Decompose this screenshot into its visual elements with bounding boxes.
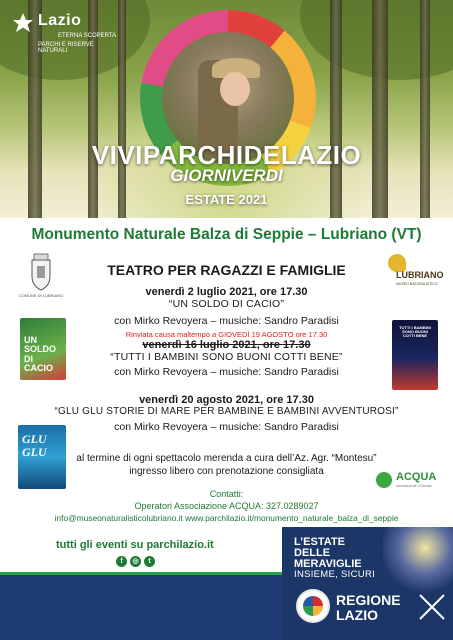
- event-date: venerdì 20 agosto 2021, ore 17.30: [139, 394, 314, 406]
- event-1: [0, 286, 453, 327]
- event-date-cancelled: venerdì 16 luglio 2021, ore 17.30: [142, 339, 311, 351]
- lazio-tagline: ETERNA SCOPERTA: [58, 33, 117, 39]
- facebook-icon[interactable]: f: [116, 556, 127, 567]
- event-date: venerdì 2 luglio 2021, ore 17.30: [145, 286, 308, 298]
- event-2: [0, 330, 453, 378]
- region-lazio-panel: [282, 527, 453, 640]
- contacts-operators: Operatori Associazione ACQUA: 327.0289027: [134, 501, 319, 511]
- poster-tutti-i-bambini: [392, 320, 438, 390]
- campaign-title: VIVIPARCHIDELAZIO: [91, 140, 362, 170]
- campaign-subtitle: GIORNIVERDI: [170, 166, 283, 185]
- poster-title: UN SOLDO DI CACIO: [24, 335, 57, 374]
- event-cast: con Mirko Revoyera – musiche: Sandro Paradisi: [114, 421, 339, 433]
- section-title: TEATRO PER RAGAZZI E FAMIGLIE: [107, 262, 346, 278]
- snack-note: al termine di ogni spettacolo merenda a cura dell’Az. Agr. “Montesu”: [76, 453, 377, 464]
- event-cast: con Mirko Revoyera – musiche: Sandro Paradisi: [114, 366, 339, 378]
- hero-banner: [0, 0, 453, 218]
- location-title: Monumento Naturale Balza di Seppie – Lubriano (VT): [31, 226, 422, 243]
- acqua-drop-icon: [376, 472, 392, 488]
- poster-title: TUTTI I BAMBINI SONO BUONI COTTI BENE: [399, 325, 431, 339]
- event-cast: con Mirko Revoyera – musiche: Sandro Paradisi: [114, 315, 339, 327]
- museum-sub: MUSEO NATURALISTICO: [396, 282, 438, 286]
- poster-title: GLU GLU: [22, 432, 47, 459]
- contacts-links[interactable]: info@museonaturalisticolubriano.it www.parchilazio.it/monumento_naturale_balza_di_seppie: [54, 513, 399, 523]
- event-title: “TUTTI I BAMBINI SONO BUONI COTTI BENE”: [110, 351, 343, 363]
- region-name: REGIONE LAZIO: [336, 592, 401, 623]
- region-lazio-emblem-icon: [296, 589, 330, 623]
- poster-un-soldo-di-cacio: [20, 318, 66, 380]
- lazio-parks-logo: [8, 8, 118, 58]
- lazio-star-icon: [12, 12, 34, 34]
- twitter-icon[interactable]: t: [144, 556, 155, 567]
- entry-note: ingresso libero con prenotazione consigliata: [129, 466, 324, 477]
- museum-name: LUBRIANO: [396, 270, 444, 280]
- social-links: [116, 556, 155, 567]
- campaign-slogan: L’ESTATE DELLE MERAVIGLIE INSIEME, SICURI: [294, 536, 376, 580]
- acqua-sub: Associazione Culturale: [396, 484, 432, 488]
- fireworks-sky: [383, 527, 453, 597]
- event-title: “UN SOLDO DI CACIO”: [168, 298, 285, 310]
- instagram-icon[interactable]: ◎: [130, 556, 141, 567]
- postponed-note: Rinviata causa maltempo a GIOVEDÌ 19 AGOSTO ore 17.30: [125, 330, 328, 339]
- event-3: [0, 394, 453, 433]
- region-x-mark-icon: [418, 593, 446, 621]
- all-events-link[interactable]: tutti gli eventi su parchilazio.it: [56, 539, 214, 551]
- municipality-caption: COMUNE DI LUBRIANO: [18, 293, 64, 298]
- lubriano-museum-logo: [386, 254, 444, 290]
- contacts-heading: Contatti:: [209, 489, 244, 499]
- acqua-name: ACQUA: [396, 471, 437, 483]
- lazio-brand: Lazio: [38, 12, 82, 29]
- event-title: “GLU GLU STORIE DI MARE PER BAMBINE E BAMBINI AVVENTUROSI”: [54, 406, 399, 417]
- campaign-season: ESTATE 2021: [185, 192, 268, 207]
- lazio-parks-sub: PARCHI E RISERVE NATURALI: [38, 42, 94, 54]
